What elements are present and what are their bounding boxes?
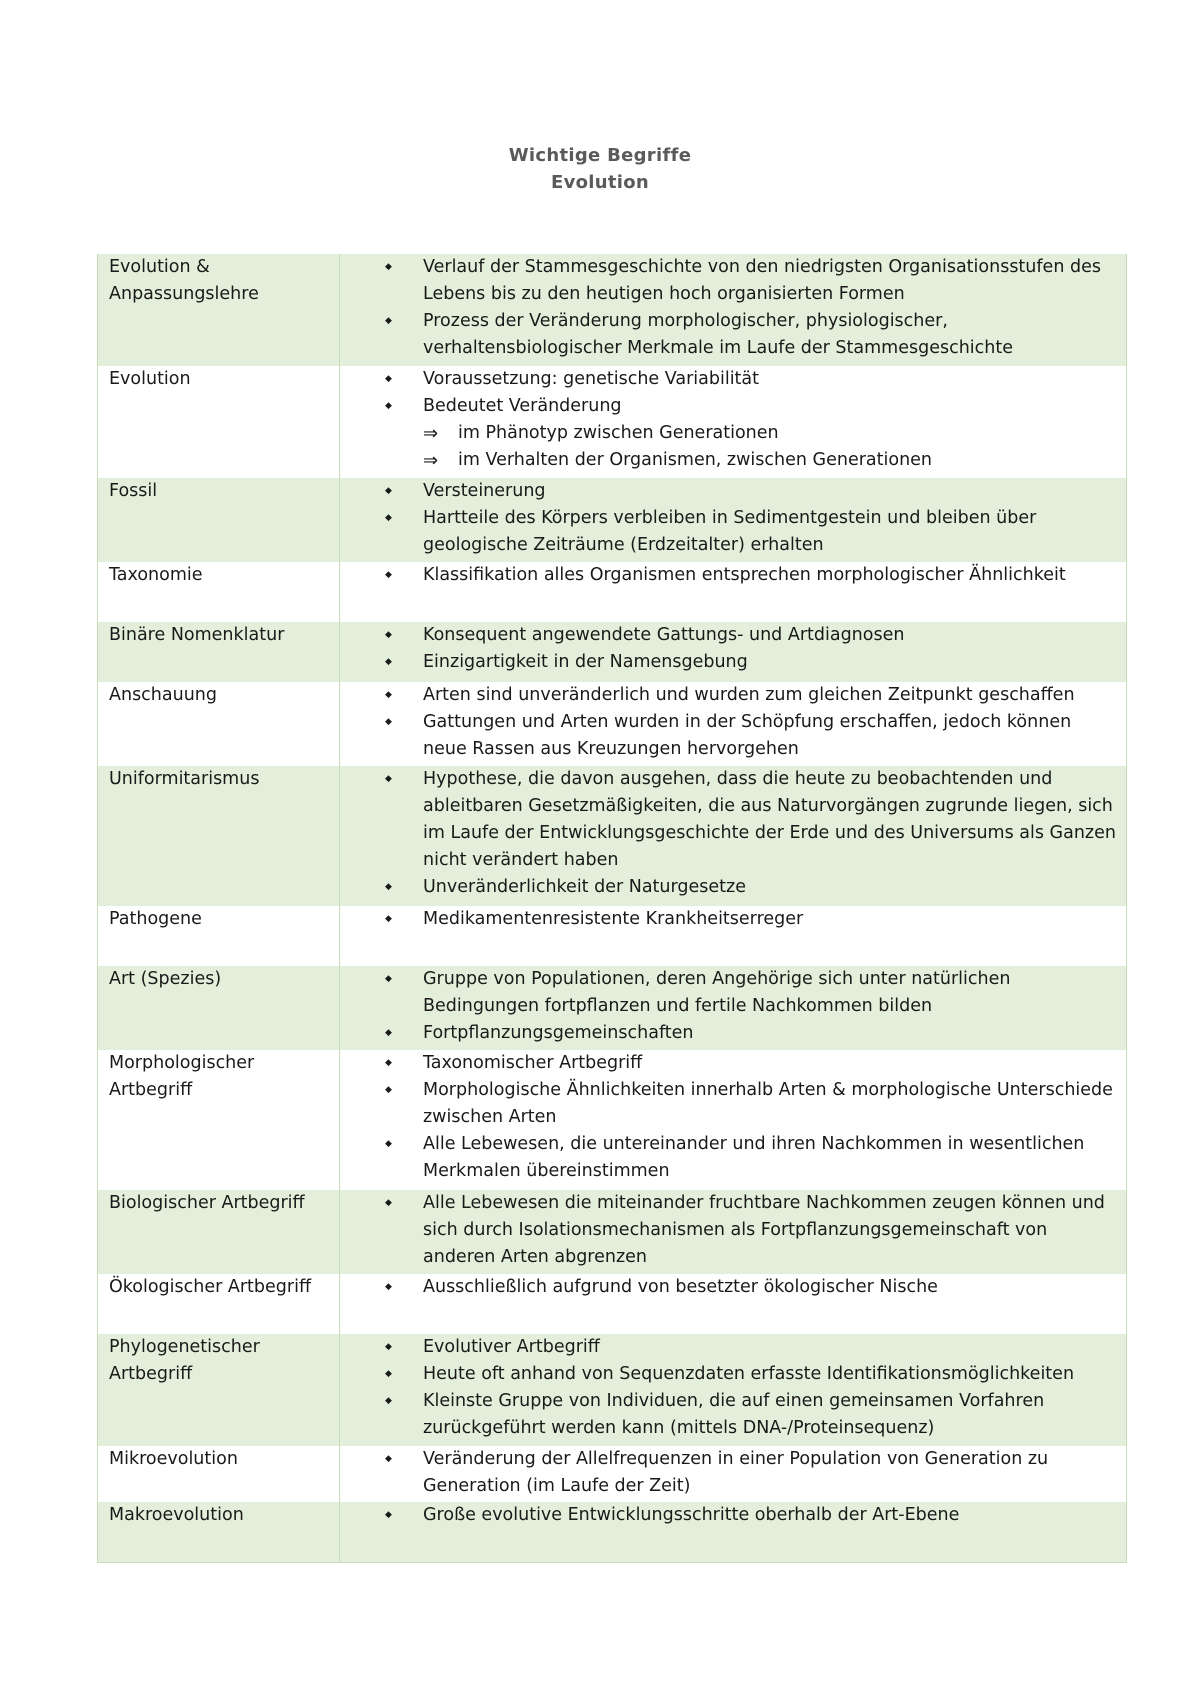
definition-item: ◆ Prozess der Veränderung morphologischer, physiologischer, verhaltensbiologischer Merkmale im Laufe der Stammesgeschichte [340,308,1126,362]
definition-item: ◆ Alle Lebewesen, die untereinander und ihren Nachkommen in wesentlichen Merkmalen übereinstimmen [340,1131,1126,1185]
table-row [98,1446,1127,1502]
definition-cell [340,906,1127,966]
definition-cell [340,366,1127,478]
document-title [0,142,1200,196]
table-row [98,1274,1127,1334]
table-row [98,682,1127,766]
table-row [98,766,1127,906]
term-cell: Art (Spezies) [98,966,340,1050]
table-row [98,1334,1127,1446]
definition-item: ◆ Alle Lebewesen die miteinander fruchtbare Nachkommen zeugen können und sich durch Isolationsmechanismen als Fortpflanzungsgemeinschaft von anderen Arten abgrenzen [340,1190,1126,1271]
definition-item: ◆ Ausschließlich aufgrund von besetzter ökologischer Nische [340,1274,1126,1301]
table-row [98,1190,1127,1274]
definition-cell [340,1190,1127,1274]
definition-item: ◆ Evolutiver Artbegriff [340,1334,1126,1361]
definition-item: ◆ Gruppe von Populationen, deren Angehörige sich unter natürlichen Bedingungen fortpflanzen und fertile Nachkommen bilden [340,966,1126,1020]
term-cell: Phylogenetischer Artbegriff [98,1334,340,1446]
definition-item: ◆ Taxonomischer Artbegriff [340,1050,1126,1077]
definition-item: ◆ Kleinste Gruppe von Individuen, die auf einen gemeinsamen Vorfahren zurückgeführt werden kann (mittels DNA-/Proteinsequenz) [340,1388,1126,1442]
definition-item: ◆ Versteinerung [340,478,1126,505]
definition-cell [340,766,1127,906]
term-cell: Binäre Nomenklatur [98,622,340,682]
term-cell: Mikroevolution [98,1446,340,1502]
definition-cell [340,1502,1127,1562]
definition-item: ◆ Konsequent angewendete Gattungs- und Artdiagnosen [340,622,1126,649]
definition-item: ◆ Große evolutive Entwicklungsschritte oberhalb der Art-Ebene [340,1502,1126,1529]
table-row [98,1502,1127,1562]
definition-item: ◆ Hypothese, die davon ausgehen, dass die heute zu beobachtenden und ableitbaren Gesetzmäßigkeiten, die aus Naturvorgängen zugrunde liegen, sich im Laufe der Entwicklungsgeschichte der Erde und des Universums als Ganzen nicht verändert haben [340,766,1126,874]
title-line-2: Evolution [550,172,650,193]
definition-item: ◆ Einzigartigkeit in der Namensgebung [340,649,1126,676]
definition-item: ◆ Klassifikation alles Organismen entsprechen morphologischer Ähnlichkeit [340,562,1126,589]
definition-item: ◆ Unveränderlichkeit der Naturgesetze [340,874,1126,901]
definition-item: ◆ Gattungen und Arten wurden in der Schöpfung erschaffen, jedoch können neue Rassen aus Kreuzungen hervorgehen [340,709,1126,763]
definition-subitem: ⇒ im Phänotyp zwischen Generationen [340,420,1126,447]
title-line-1: Wichtige Begriffe [508,145,692,166]
term-cell: Makroevolution [98,1502,340,1562]
term-cell: Biologischer Artbegriff [98,1190,340,1274]
definition-cell [340,1050,1127,1190]
definition-item: ◆ Verlauf der Stammesgeschichte von den niedrigsten Organisationsstufen des Lebens bis zu den heutigen hoch organisierten Formen [340,254,1126,308]
definition-cell [340,1446,1127,1502]
term-cell: Morphologischer Artbegriff [98,1050,340,1190]
glossary-table [97,254,1127,1563]
definition-cell [340,1274,1127,1334]
definition-cell [340,562,1127,622]
term-cell: Anschauung [98,682,340,766]
definition-item: ◆ Veränderung der Allelfrequenzen in einer Population von Generation zu Generation (im Laufe der Zeit) [340,1446,1126,1500]
table-row [98,254,1127,366]
term-cell: Ökologischer Artbegriff [98,1274,340,1334]
definition-cell [340,478,1127,562]
definition-cell [340,1334,1127,1446]
definition-item: ◆ Morphologische Ähnlichkeiten innerhalb Arten & morphologische Unterschiede zwischen Arten [340,1077,1126,1131]
table-row [98,966,1127,1050]
table-row [98,1050,1127,1190]
term-cell: Fossil [98,478,340,562]
term-cell: Uniformitarismus [98,766,340,906]
definition-cell [340,254,1127,366]
definition-item: ◆ Fortpflanzungsgemeinschaften [340,1020,1126,1047]
definition-subitem: ⇒ im Verhalten der Organismen, zwischen Generationen [340,447,1126,474]
table-row [98,562,1127,622]
table-row [98,906,1127,966]
definition-cell [340,682,1127,766]
term-cell: Taxonomie [98,562,340,622]
definition-item: ◆ Medikamentenresistente Krankheitserreger [340,906,1126,933]
term-cell: Pathogene [98,906,340,966]
definition-cell [340,966,1127,1050]
definition-item: ◆ Heute oft anhand von Sequenzdaten erfasste Identifikationsmöglichkeiten [340,1361,1126,1388]
table-row [98,478,1127,562]
term-cell: Evolution & Anpassungslehre [98,254,340,366]
term-cell: Evolution [98,366,340,478]
definition-item: ◆ Arten sind unveränderlich und wurden zum gleichen Zeitpunkt geschaffen [340,682,1126,709]
table-row [98,366,1127,478]
table-row [98,622,1127,682]
definition-cell [340,622,1127,682]
definition-item: ◆ Bedeutet Veränderung [340,393,1126,420]
definition-item: ◆ Hartteile des Körpers verbleiben in Sedimentgestein und bleiben über geologische Zeiträume (Erdzeitalter) erhalten [340,505,1126,559]
definition-item: ◆ Voraussetzung: genetische Variabilität [340,366,1126,393]
